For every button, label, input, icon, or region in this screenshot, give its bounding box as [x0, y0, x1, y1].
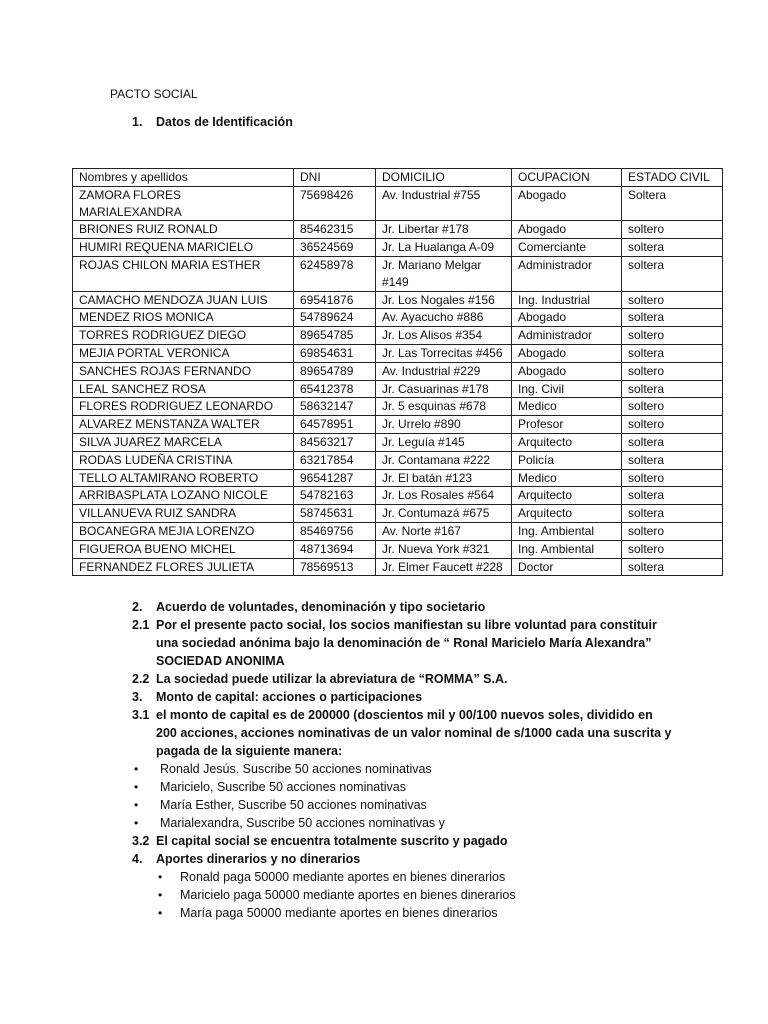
- table-row: [73, 398, 723, 416]
- clause-2-1-number: 2.1: [132, 618, 150, 632]
- cell-ocupacion: Medico: [512, 469, 622, 487]
- cell-nombres: MENDEZ RIOS MONICA: [73, 309, 294, 327]
- clause-2-2-text: La sociedad puede utilizar la abreviatura de “ROMMA” S.A.: [156, 672, 508, 686]
- cell-ocupacion: Administrador: [512, 256, 622, 291]
- table-row: [73, 186, 723, 221]
- cell-estado-civil: soltero: [622, 469, 723, 487]
- cell-estado-civil: soltero: [622, 416, 723, 434]
- cell-nombres: FIGUEROA BUENO MICHEL: [73, 540, 294, 558]
- cell-dni: 65412378: [294, 380, 376, 398]
- section-1-number: 1.: [132, 115, 143, 129]
- cell-nombres: VILLANUEVA RUIZ SANDRA: [73, 505, 294, 523]
- table-row: [73, 505, 723, 523]
- cell-nombres: HUMIRI REQUENA MARICIELO: [73, 239, 294, 257]
- cell-ocupacion: Abogado: [512, 221, 622, 239]
- contribution-item-3: María paga 50000 mediante aportes en bienes dinerarios: [180, 906, 498, 920]
- section-3-heading: Monto de capital: acciones o participaciones: [156, 690, 423, 704]
- cell-ocupacion: Medico: [512, 398, 622, 416]
- cell-domicilio: Jr. Mariano Melgar #149: [376, 256, 512, 291]
- clause-3-1-line-2: 200 acciones, acciones nominativas de un valor nominal de s/1000 cada una suscrita y: [156, 726, 672, 740]
- cell-nombres: BRIONES RUIZ RONALD: [73, 221, 294, 239]
- table-row: [73, 256, 723, 291]
- table-row: [73, 558, 723, 576]
- cell-nombres: ARRIBASPLATA LOZANO NICOLE: [73, 487, 294, 505]
- clause-2-2-number: 2.2: [132, 672, 150, 686]
- bullet-icon: •: [158, 888, 163, 902]
- cell-nombres: FLORES RODRIGUEZ LEONARDO: [73, 398, 294, 416]
- contribution-item-1: Ronald paga 50000 mediante aportes en bienes dinerarios: [180, 870, 506, 884]
- bullet-icon: •: [158, 906, 163, 920]
- table-row: [73, 309, 723, 327]
- cell-nombres: LEAL SANCHEZ ROSA: [73, 380, 294, 398]
- header-nombres: Nombres y apellidos: [73, 169, 294, 187]
- cell-dni: 58745631: [294, 505, 376, 523]
- cell-domicilio: Jr. La Hualanga A-09: [376, 239, 512, 257]
- cell-domicilio: Jr. Las Torrecitas #456: [376, 344, 512, 362]
- cell-nombres: TORRES RODRIGUEZ DIEGO: [73, 327, 294, 345]
- cell-estado-civil: soltera: [622, 309, 723, 327]
- cell-ocupacion: Ing. Civil: [512, 380, 622, 398]
- table-row: [73, 344, 723, 362]
- cell-dni: 62458978: [294, 256, 376, 291]
- cell-estado-civil: soltero: [622, 522, 723, 540]
- bullet-icon: •: [134, 780, 139, 794]
- section-2-heading: Acuerdo de voluntades, denominación y tipo societario: [156, 600, 486, 614]
- cell-estado-civil: soltera: [622, 380, 723, 398]
- table-body: [73, 186, 723, 576]
- clause-3-1-line-3: pagada de la siguiente manera:: [156, 744, 343, 758]
- table-row: [73, 416, 723, 434]
- cell-domicilio: Jr. Libertar #178: [376, 221, 512, 239]
- bullet-icon: •: [134, 798, 139, 812]
- table-row: [73, 522, 723, 540]
- clause-3-1-number: 3.1: [132, 708, 150, 722]
- cell-ocupacion: Arquitecto: [512, 433, 622, 451]
- section-1-heading: [132, 115, 293, 129]
- cell-dni: 54789624: [294, 309, 376, 327]
- cell-estado-civil: soltera: [622, 451, 723, 469]
- table-row: [73, 540, 723, 558]
- document-title: PACTO SOCIAL: [110, 87, 198, 101]
- table-row: [73, 380, 723, 398]
- section-4-heading: Aportes dinerarios y no dinerarios: [156, 852, 361, 866]
- cell-dni: 63217854: [294, 451, 376, 469]
- cell-ocupacion: Abogado: [512, 186, 622, 221]
- section-2-number: 2.: [132, 600, 143, 614]
- cell-ocupacion: Administrador: [512, 327, 622, 345]
- cell-domicilio: Jr. 5 esquinas #678: [376, 398, 512, 416]
- cell-estado-civil: soltero: [622, 221, 723, 239]
- cell-dni: 58632147: [294, 398, 376, 416]
- cell-estado-civil: soltera: [622, 505, 723, 523]
- table-row: [73, 221, 723, 239]
- cell-ocupacion: Arquitecto: [512, 487, 622, 505]
- cell-nombres: FERNANDEZ FLORES JULIETA: [73, 558, 294, 576]
- cell-estado-civil: soltera: [622, 487, 723, 505]
- table-row: [73, 362, 723, 380]
- contribution-item-2: Maricielo paga 50000 mediante aportes en bienes dinerarios: [180, 888, 516, 902]
- cell-nombres: SANCHES ROJAS FERNANDO: [73, 362, 294, 380]
- table-row: [73, 433, 723, 451]
- table-row: [73, 469, 723, 487]
- cell-domicilio: Av. Ayacucho #886: [376, 309, 512, 327]
- cell-nombres: RODAS LUDEÑA CRISTINA: [73, 451, 294, 469]
- cell-nombres: ROJAS CHILON MARIA ESTHER: [73, 256, 294, 291]
- cell-dni: 69541876: [294, 291, 376, 309]
- cell-ocupacion: Profesor: [512, 416, 622, 434]
- bullet-icon: •: [158, 870, 163, 884]
- share-item-4: Marialexandra, Suscribe 50 acciones nominativas y: [160, 816, 445, 830]
- cell-estado-civil: soltero: [622, 398, 723, 416]
- bullet-icon: •: [134, 762, 139, 776]
- header-estado-civil: ESTADO CIVIL: [622, 169, 723, 187]
- cell-dni: 96541287: [294, 469, 376, 487]
- share-item-1: Ronald Jesús. Suscribe 50 acciones nominativas: [160, 762, 432, 776]
- cell-domicilio: Jr. Contamana #222: [376, 451, 512, 469]
- cell-ocupacion: Ing. Ambiental: [512, 540, 622, 558]
- cell-nombres: ZAMORA FLORES MARIALEXANDRA: [73, 186, 294, 221]
- cell-nombres: CAMACHO MENDOZA JUAN LUIS: [73, 291, 294, 309]
- cell-ocupacion: Ing. Ambiental: [512, 522, 622, 540]
- cell-dni: 64578951: [294, 416, 376, 434]
- section-3-number: 3.: [132, 690, 143, 704]
- cell-ocupacion: Abogado: [512, 344, 622, 362]
- cell-dni: 89654789: [294, 362, 376, 380]
- table-row: [73, 327, 723, 345]
- section-4-number: 4.: [132, 852, 143, 866]
- header-ocupacion: OCUPACION: [512, 169, 622, 187]
- cell-ocupacion: Doctor: [512, 558, 622, 576]
- cell-dni: 84563217: [294, 433, 376, 451]
- cell-estado-civil: Soltera: [622, 186, 723, 221]
- cell-domicilio: Jr. Elmer Faucett #228: [376, 558, 512, 576]
- cell-nombres: TELLO ALTAMIRANO ROBERTO: [73, 469, 294, 487]
- table-header-row: [73, 169, 723, 187]
- header-domicilio: DOMICILIO: [376, 169, 512, 187]
- share-item-3: María Esther, Suscribe 50 acciones nominativas: [160, 798, 427, 812]
- clause-3-2-text: El capital social se encuentra totalmente suscrito y pagado: [156, 834, 508, 848]
- cell-dni: 54782163: [294, 487, 376, 505]
- partners-table: [72, 168, 723, 576]
- cell-ocupacion: Comerciante: [512, 239, 622, 257]
- section-1-title: Datos de Identificación: [156, 115, 293, 129]
- cell-ocupacion: Abogado: [512, 362, 622, 380]
- table-row: [73, 487, 723, 505]
- cell-dni: 36524569: [294, 239, 376, 257]
- cell-estado-civil: soltero: [622, 540, 723, 558]
- cell-domicilio: Jr. Los Nogales #156: [376, 291, 512, 309]
- cell-estado-civil: soltero: [622, 291, 723, 309]
- clause-2-1-line-3: SOCIEDAD ANONIMA: [156, 654, 285, 668]
- cell-domicilio: Jr. Contumazá #675: [376, 505, 512, 523]
- cell-dni: 48713694: [294, 540, 376, 558]
- table-row: [73, 451, 723, 469]
- cell-domicilio: Av. Industrial #229: [376, 362, 512, 380]
- cell-nombres: ALVAREZ MENSTANZA WALTER: [73, 416, 294, 434]
- cell-ocupacion: Ing. Industrial: [512, 291, 622, 309]
- clause-3-2-number: 3.2: [132, 834, 150, 848]
- clause-3-1-line-1: el monto de capital es de 200000 (doscientos mil y 00/100 nuevos soles, dividido en: [156, 708, 653, 722]
- cell-dni: 89654785: [294, 327, 376, 345]
- cell-estado-civil: soltera: [622, 256, 723, 291]
- cell-dni: 85469756: [294, 522, 376, 540]
- cell-estado-civil: soltera: [622, 433, 723, 451]
- cell-ocupacion: Arquitecto: [512, 505, 622, 523]
- cell-domicilio: Jr. Los Alisos #354: [376, 327, 512, 345]
- cell-estado-civil: soltero: [622, 362, 723, 380]
- cell-dni: 78569513: [294, 558, 376, 576]
- share-item-2: Maricielo, Suscribe 50 acciones nominativas: [160, 780, 406, 794]
- cell-domicilio: Jr. Leguía #145: [376, 433, 512, 451]
- cell-domicilio: Av. Industrial #755: [376, 186, 512, 221]
- cell-domicilio: Jr. Urrelo #890: [376, 416, 512, 434]
- cell-nombres: BOCANEGRA MEJIA LORENZO: [73, 522, 294, 540]
- cell-domicilio: Jr. Los Rosales #564: [376, 487, 512, 505]
- cell-domicilio: Jr. El batán #123: [376, 469, 512, 487]
- cell-dni: 75698426: [294, 186, 376, 221]
- clause-2-1-line-2: una sociedad anónima bajo la denominación de “ Ronal Maricielo María Alexandra”: [156, 636, 652, 650]
- cell-nombres: SILVA JUAREZ MARCELA: [73, 433, 294, 451]
- cell-ocupacion: Abogado: [512, 309, 622, 327]
- cell-ocupacion: Policía: [512, 451, 622, 469]
- cell-estado-civil: soltera: [622, 344, 723, 362]
- cell-dni: 69854631: [294, 344, 376, 362]
- cell-estado-civil: soltera: [622, 239, 723, 257]
- cell-estado-civil: soltera: [622, 558, 723, 576]
- cell-dni: 85462315: [294, 221, 376, 239]
- table-row: [73, 291, 723, 309]
- clause-2-1-line-1: Por el presente pacto social, los socios manifiestan su libre voluntad para constituir: [156, 618, 657, 632]
- cell-estado-civil: soltero: [622, 327, 723, 345]
- cell-domicilio: Jr. Casuarinas #178: [376, 380, 512, 398]
- cell-nombres: MEJIA PORTAL VERONICA: [73, 344, 294, 362]
- cell-domicilio: Jr. Nueva York #321: [376, 540, 512, 558]
- cell-domicilio: Av. Norte #167: [376, 522, 512, 540]
- bullet-icon: •: [134, 816, 139, 830]
- table-row: [73, 239, 723, 257]
- header-dni: DNI: [294, 169, 376, 187]
